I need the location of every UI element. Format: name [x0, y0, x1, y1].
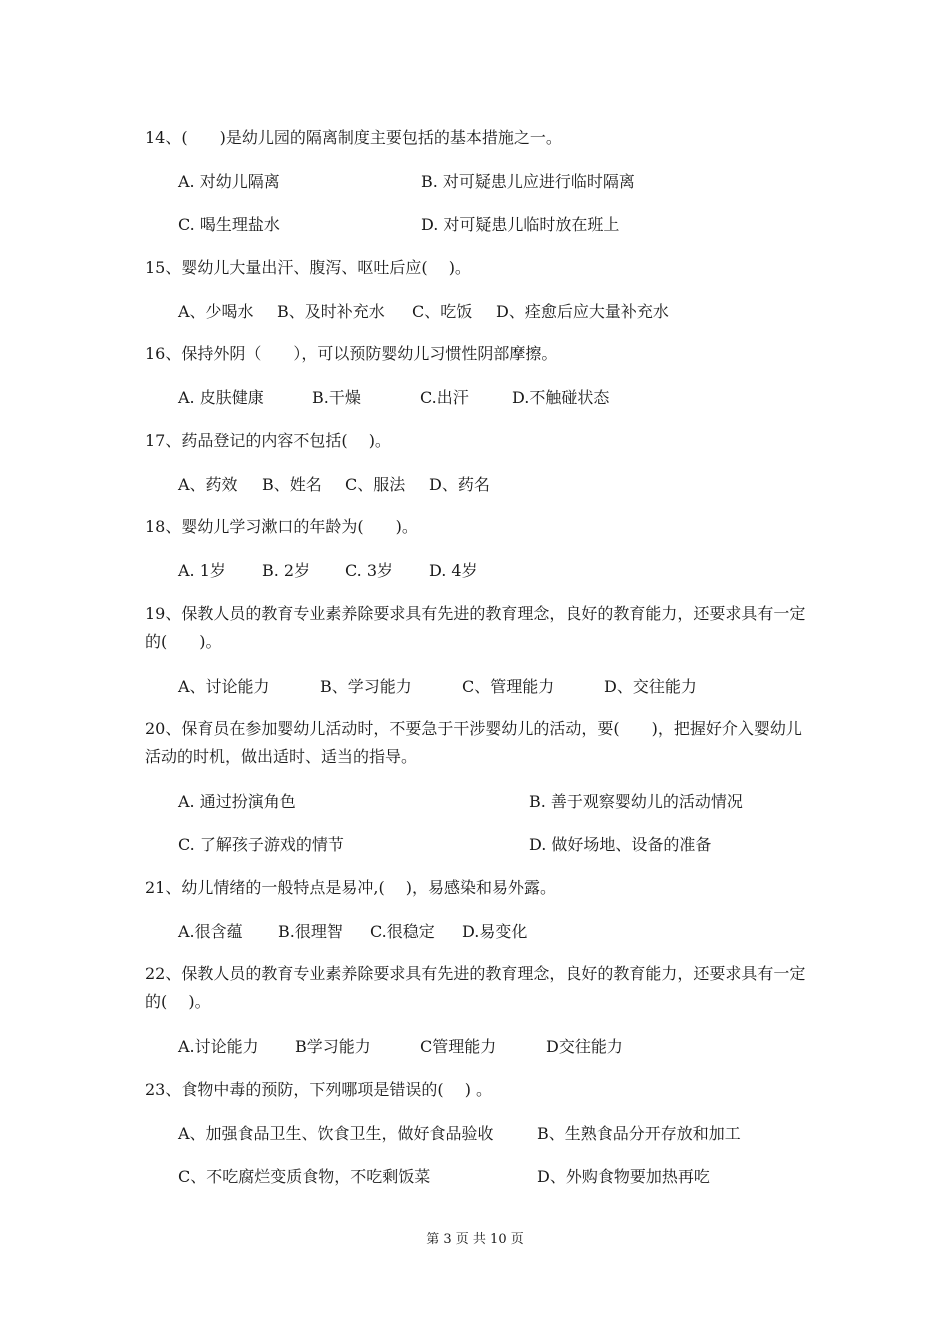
option-c: C. 喝生理盐水 [178, 215, 280, 234]
option-b: B.干燥 [312, 388, 361, 407]
option-c: C. 了解孩子游戏的情节 [178, 835, 344, 854]
option-c: C.很稳定 [370, 922, 435, 941]
question-16: 16、保持外阴（ ），可以预防婴幼儿习惯性阴部摩擦。 [145, 344, 558, 363]
option-a: A、药效 [178, 475, 238, 494]
option-b: B、及时补充水 [277, 302, 385, 321]
question-18: 18、婴幼儿学习漱口的年龄为( )。 [145, 517, 418, 536]
option-b: B学习能力 [295, 1037, 371, 1056]
option-a: A. 对幼儿隔离 [178, 172, 280, 191]
option-a: A、加强食品卫生、饮食卫生，做好食品验收 [178, 1124, 494, 1143]
option-c: C、不吃腐烂变质食物，不吃剩饭菜 [178, 1167, 431, 1186]
question-22: 22、保教人员的教育专业素养除要求具有先进的教育理念，良好的教育能力，还要求具有一定的( )。 [145, 964, 806, 1011]
option-d: D、交往能力 [604, 677, 697, 696]
option-b: B. 对可疑患儿应进行临时隔离 [421, 172, 635, 191]
option-a: A、少喝水 [178, 302, 254, 321]
option-b: B.很理智 [278, 922, 343, 941]
option-b: B、姓名 [262, 475, 322, 494]
option-d: D、药名 [429, 475, 490, 494]
question-19: 19、保教人员的教育专业素养除要求具有先进的教育理念，良好的教育能力，还要求具有一定的( )。 [145, 604, 806, 651]
option-d: D.易变化 [462, 922, 528, 941]
option-b: B. 善于观察婴幼儿的活动情况 [529, 792, 743, 811]
question-15: 15、婴幼儿大量出汗、腹泻、呕吐后应( )。 [145, 258, 471, 277]
question-14: 14、( )是幼儿园的隔离制度主要包括的基本措施之一。 [145, 128, 562, 147]
option-d: D、痊愈后应大量补充水 [496, 302, 669, 321]
option-c: C管理能力 [420, 1037, 497, 1056]
question-21: 21、幼儿情绪的一般特点是易冲,( )，易感染和易外露。 [145, 878, 557, 897]
option-a: A、讨论能力 [178, 677, 270, 696]
option-a: A.很含蕴 [178, 922, 243, 941]
option-b: B、生熟食品分开存放和加工 [537, 1124, 741, 1143]
option-d: D.不触碰状态 [512, 388, 610, 407]
option-a: A.讨论能力 [178, 1037, 259, 1056]
option-d: D. 做好场地、设备的准备 [529, 835, 712, 854]
option-d: D交往能力 [546, 1037, 623, 1056]
question-17: 17、药品登记的内容不包括( )。 [145, 431, 391, 450]
option-a: A. 通过扮演角色 [178, 792, 296, 811]
option-c: C.出汗 [420, 388, 469, 407]
question-20: 20、保育员在参加婴幼儿活动时，不要急于干涉婴幼儿的活动，要( )，把握好介入婴幼儿活动的时机，做出适时、适当的指导。 [145, 719, 802, 766]
option-b: B、学习能力 [320, 677, 412, 696]
option-b: B. 2岁 [262, 561, 311, 580]
option-c: C、管理能力 [462, 677, 555, 696]
page-footer: 第 3 页 共 10 页 [426, 1232, 524, 1247]
option-d: D、外购食物要加热再吃 [537, 1167, 710, 1186]
option-c: C、吃饭 [412, 302, 473, 321]
option-d: D. 对可疑患儿临时放在班上 [421, 215, 620, 234]
option-c: C、服法 [345, 475, 406, 494]
question-23: 23、食物中毒的预防，下列哪项是错误的( ) 。 [145, 1080, 493, 1099]
option-c: C. 3岁 [345, 561, 394, 580]
option-a: A. 1岁 [178, 561, 226, 580]
option-d: D. 4岁 [429, 561, 478, 580]
option-a: A. 皮肤健康 [178, 388, 264, 407]
